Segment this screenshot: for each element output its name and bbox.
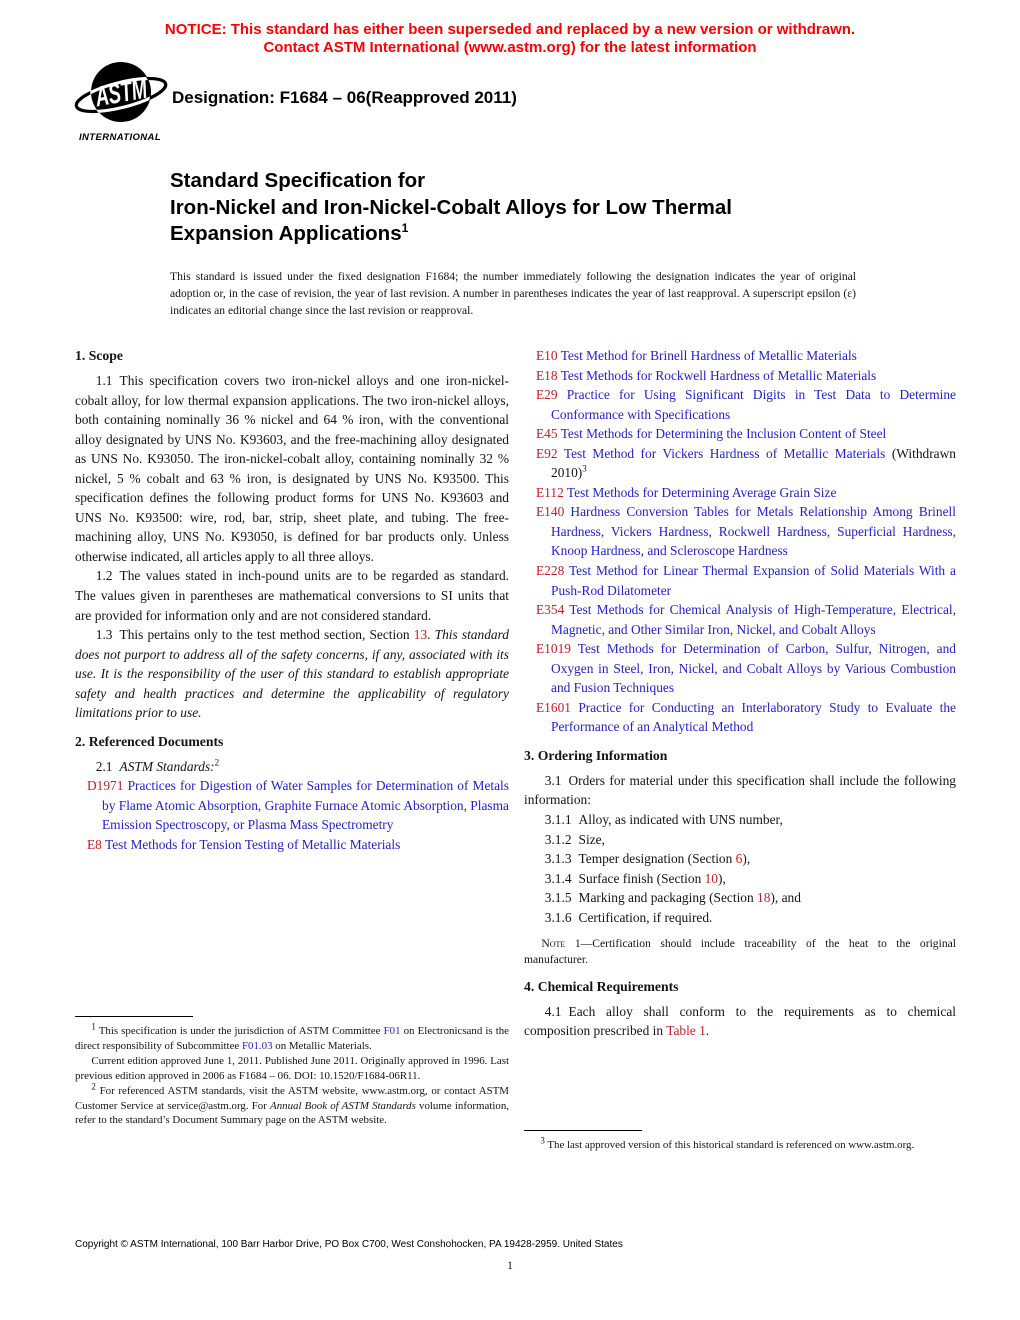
footnote-separator [524, 1130, 642, 1131]
footnote-text: The last approved version of this historical standard is referenced on www.astm.org. [547, 1139, 915, 1151]
footnote-text: This specification is under the jurisdiction of ASTM Committee [98, 1025, 384, 1037]
reference-title-link[interactable]: Test Methods for Determination of Carbon, Sulfur, Nitrogen, and Oxygen in Steel, Iron, Nickel, and Cobalt Alloys by Various Combustion and Fusion Techniques [551, 641, 957, 696]
astm-logo-international: INTERNATIONAL [78, 132, 162, 143]
document-title [170, 168, 732, 248]
section-6-link[interactable]: 6 [735, 851, 743, 867]
paragraph-text: ), [718, 870, 726, 886]
ordering-item-3-1-1 [524, 810, 956, 830]
paragraph-1-1 [75, 371, 509, 566]
reference-title-link[interactable]: Practices for Digestion of Water Samples for Determination of Metals by Flame Atomic Absorption, Graphite Furnace Atomic Absorption, Plasma Emission Spectroscopy, or Plasma Mass Spectrometry [102, 778, 509, 833]
paragraph-4-1 [524, 1002, 956, 1041]
left-footnotes [75, 1016, 509, 1128]
page-number: 1 [507, 1258, 513, 1272]
paragraph-number: 3.1.1 [544, 812, 572, 828]
reference-designation-link[interactable]: E1019 [536, 641, 571, 657]
section-1-heading: 1. Scope [75, 348, 123, 363]
committee-f01-link[interactable]: F01 [383, 1025, 401, 1037]
paragraph-number: 3.1.2 [544, 831, 572, 847]
safety-caveat-italic: This standard does not purport to address all of the safety concerns, if any, associated with its use. It is the responsibility of the user of this standard to establish appropriate safety and health practices and determine the applicability of regulatory limitations prior to use. [75, 627, 509, 721]
title-line-1: Standard Specification for [170, 169, 426, 192]
footnote-1 [75, 1021, 510, 1054]
note-text: Certification should include traceability of the heat to the original manufacturer. [524, 937, 956, 966]
footnote-separator [75, 1016, 193, 1017]
paragraph-number: 3.1.3 [544, 851, 572, 867]
section-3-heading: 3. Ordering Information [524, 747, 668, 763]
notice-line-1: NOTICE: This standard has either been superseded and replaced by a new version or withdrawn. [164, 21, 856, 38]
section-2-heading: 2. Referenced Documents [75, 733, 224, 749]
paragraph-text: Size, [578, 831, 605, 847]
right-column [524, 346, 956, 1041]
paragraph-text: . [427, 627, 431, 643]
astm-globe-icon [72, 58, 168, 130]
reference-title-link[interactable]: Test Methods for Determining the Inclusion Content of Steel [560, 426, 887, 442]
astm-standards-label: ASTM Standards: [119, 758, 215, 774]
reference-item-e29 [524, 385, 956, 424]
paragraph-text: Alloy, as indicated with UNS number, [578, 812, 783, 828]
paragraph-text: This pertains only to the test method section, Section [119, 627, 414, 643]
footnote-text: on Electronicsand is the direct responsibility of Subcommittee [75, 1025, 510, 1052]
annual-book-italic: Annual Book of ASTM Standards [270, 1099, 416, 1112]
reference-item-e228 [524, 561, 956, 600]
reference-item-e10 [524, 346, 956, 366]
superseded-notice [0, 21, 1020, 56]
paragraph-text: Each alloy shall conform to the requirements as to chemical composition prescribed in [524, 1003, 956, 1039]
footnote-text: on Metallic Materials. [272, 1039, 372, 1052]
astm-logo-text: ASTM [92, 67, 168, 113]
title-footnote-marker: 1 [401, 221, 409, 236]
reference-designation-link[interactable]: E8 [87, 837, 102, 853]
reference-title-link[interactable]: Practice for Conducting an Interlaboratory Study to Evaluate the Performance of an Analytical Method [551, 699, 956, 735]
title-line-3 [170, 221, 732, 248]
paragraph-3-1 [524, 771, 956, 810]
section-13-link[interactable]: 13 [413, 627, 428, 643]
paragraph-1-2 [75, 566, 509, 625]
paragraph-number: 2.1 [95, 758, 113, 774]
paragraph-number: 3.1.5 [544, 890, 572, 906]
paragraph-text: Temper designation (Section [578, 851, 736, 867]
reference-item-e140 [524, 502, 956, 561]
paragraph-number: 3.1.4 [544, 870, 572, 886]
paragraph-number: 1.1 [95, 373, 113, 388]
reference-designation-link[interactable]: E10 [536, 348, 558, 363]
ordering-item-3-1-5 [524, 888, 956, 908]
left-column [75, 346, 509, 855]
section-10-link[interactable]: 10 [704, 870, 718, 886]
notice-line-2: Contact ASTM International (www.astm.org) for the latest information [263, 38, 757, 56]
paragraph-number: 3.1 [544, 772, 562, 788]
paragraph-2-1 [75, 757, 509, 777]
footnote-text: volume information, refer to the standard’s Document Summary page on the ASTM website. [75, 1099, 509, 1127]
reference-item-e8 [75, 835, 509, 855]
reference-title-link[interactable]: Test Methods for Determining Average Grain Size [566, 484, 837, 500]
reference-title-link[interactable]: Test Methods for Rockwell Hardness of Metallic Materials [560, 367, 877, 383]
reference-title-link[interactable]: Test Methods for Chemical Analysis of High-Temperature, Electrical, Magnetic, and Other Similar Iron, Nickel, and Cobalt Alloys [551, 602, 957, 637]
reference-designation-link[interactable]: E228 [536, 563, 565, 579]
reference-title-link[interactable]: Test Method for Brinell Hardness of Metallic Materials [560, 348, 857, 363]
footnote-2 [75, 1081, 509, 1129]
paragraph-number: 1.2 [95, 568, 113, 584]
reference-designation-link[interactable]: E18 [536, 367, 558, 383]
reference-item-e92 [524, 444, 956, 483]
paragraph-number: 4.1 [544, 1003, 562, 1019]
note-1 [524, 936, 956, 967]
reference-item-d1971 [75, 776, 509, 835]
paragraph-text: The values stated in inch-pound units are to be regarded as standard. The values given in parentheses are mathematical conversions to SI units that are provided for information only and are not considered standard. [75, 568, 509, 623]
reference-designation-link[interactable]: E45 [536, 426, 558, 442]
section-18-link[interactable]: 18 [757, 890, 771, 906]
reference-item-e354 [524, 600, 956, 639]
copyright-line: Copyright © ASTM International, 100 Barr Harbor Drive, PO Box C700, West Conshohocken, PA 19428-2959. United States [75, 1239, 623, 1250]
ordering-item-3-1-4 [524, 869, 956, 889]
reference-designation-link[interactable]: E1601 [536, 699, 571, 715]
paragraph-text: Orders for material under this specification shall include the following information: [524, 772, 956, 808]
footnote-3 [524, 1135, 956, 1153]
ordering-item-3-1-2 [524, 830, 956, 850]
paragraph-text: Surface finish (Section [578, 870, 705, 886]
ordering-item-3-1-3 [524, 849, 956, 869]
reference-item-e45 [524, 424, 956, 444]
subcommittee-f01-03-link[interactable]: F01.03 [241, 1039, 273, 1052]
reference-title-link[interactable]: Test Method for Linear Thermal Expansion of Solid Materials With a Push-Rod Dilatometer [551, 563, 956, 598]
reference-item-e1601 [524, 698, 956, 737]
note-label: Note 1— [541, 937, 593, 951]
title-line-2: Iron-Nickel and Iron-Nickel-Cobalt Alloys for Low Thermal [170, 195, 732, 219]
footnote-2-ref-marker: 2 [91, 1081, 96, 1091]
reference-designation-link[interactable]: D1971 [87, 778, 124, 794]
reference-title-link[interactable]: Test Method for Vickers Hardness of Metallic Materials [563, 445, 886, 461]
right-footnotes [524, 1130, 956, 1153]
paragraph-text: This specification covers two iron-nickel alloys and one iron-nickel-cobalt alloy, for low thermal expansion applications. The two iron-nickel alloys, both containing nominally 36 % nickel and 64 % iron, with the conventional alloy designated by UNS No. K93603, and the free-machining alloy designated as UNS No. K93050. The iron-nickel-cobalt alloy, containing nominally 32 % nickel, 5 % cobalt and 63 % iron, is designated by UNS No. K93500. This specification defines the following product forms for UNS No. K93603 and UNS No. K93500: wire, rod, bar, strip, sheet plate, and tubing. The free-machining alloy, UNS No. K93050, is defined for bar products only. Unless otherwise indicated, all articles apply to all three alloys. [75, 373, 509, 564]
footnote-1-marker: 1 [91, 1021, 96, 1032]
paragraph-text: . [705, 1023, 710, 1039]
reference-title-link[interactable]: Test Methods for Tension Testing of Metallic Materials [104, 837, 401, 853]
issuing-preamble: This standard is issued under the fixed designation F1684; the number immediately following the designation indicates the year of original adoption or, in the case of revision, the year of last revision. A number in parentheses indicates the year of last reapproval. A superscript epsilon (ε) indicates an editorial change since the last revision or reapproval. [170, 270, 856, 317]
title-line-3-text: Expansion Applications [170, 222, 402, 245]
paragraph-text: Certification, if required. [578, 909, 713, 925]
reference-title-link[interactable]: Hardness Conversion Tables for Metals Relationship Among Brinell Hardness, Vickers Hardness, Rockwell Hardness, Superficial Hardness, Knoop Hardness, and Scleroscope Hardness [551, 504, 956, 559]
paragraph-number: 3.1.6 [544, 909, 572, 925]
reference-designation-link[interactable]: E140 [536, 504, 565, 520]
paragraph-1-3 [75, 625, 509, 723]
reference-designation-link[interactable]: E92 [536, 445, 558, 461]
footnote-2-marker: 2 [214, 757, 220, 768]
reference-item-e18 [524, 366, 956, 386]
paragraph-text: ), and [770, 890, 801, 906]
withdrawn-note: (Withdrawn 2010) [551, 445, 956, 481]
reference-item-e1019 [524, 639, 956, 698]
reference-designation-link[interactable]: E112 [536, 484, 564, 500]
footnote-3-ref-marker: 3 [540, 1135, 545, 1146]
astm-logo [68, 58, 172, 143]
paragraph-number: 1.3 [95, 627, 113, 643]
section-4-heading: 4. Chemical Requirements [524, 978, 679, 994]
reference-designation-link[interactable]: E29 [536, 387, 558, 403]
reference-title-link[interactable]: Practice for Using Significant Digits in Test Data to Determine Conformance with Specifications [551, 387, 956, 422]
footnote-edition: Current edition approved June 1, 2011. Published June 2011. Originally approved in 1996. Last previous edition approved in 2006 as F1684 – 06. DOI: 10.1520/F1684-06R11. [75, 1054, 509, 1082]
paragraph-text: Marking and packaging (Section [578, 890, 758, 906]
reference-item-e112 [524, 483, 956, 503]
footnote-text: For referenced ASTM standards, visit the ASTM website, www.astm.org, or contact ASTM Customer Service at service@astm.org. For [75, 1084, 509, 1112]
paragraph-text: ), [742, 851, 751, 867]
footnote-3-marker: 3 [582, 463, 587, 474]
designation-line: Designation: F1684 – 06(Reapproved 2011) [172, 88, 517, 107]
reference-designation-link[interactable]: E354 [536, 602, 565, 618]
ordering-item-3-1-6 [524, 908, 956, 928]
table-1-link[interactable]: Table 1 [666, 1023, 706, 1039]
